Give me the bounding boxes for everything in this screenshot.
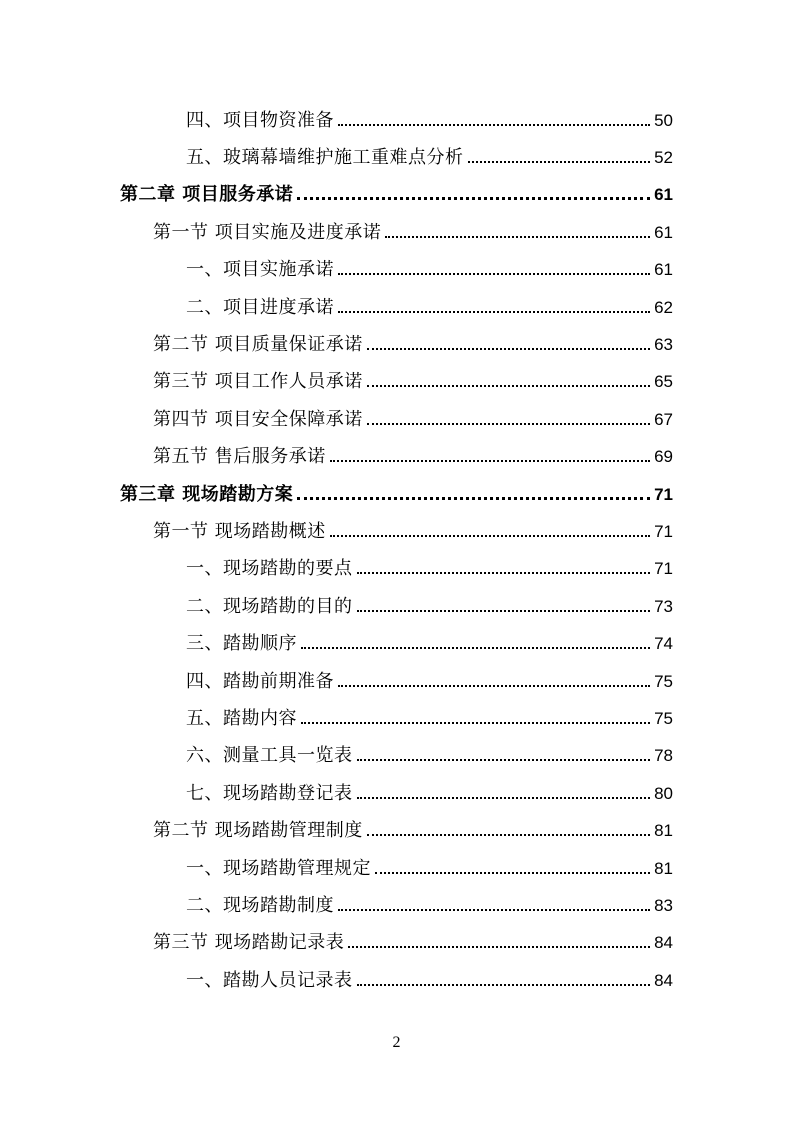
toc-dot-leader [338, 311, 650, 313]
toc-entry-line [186, 629, 673, 655]
toc-dot-leader [375, 872, 650, 874]
toc-dot-leader [330, 460, 650, 462]
toc-entry[interactable] [0, 474, 793, 511]
toc-entry[interactable] [0, 885, 793, 922]
toc-entry-page: 81 [654, 821, 673, 841]
toc-dot-leader [297, 497, 650, 500]
toc-entry-title: 第一节 现场踏勘概述 [153, 520, 326, 542]
toc-entry-line [186, 592, 673, 618]
toc-entry-page: 84 [654, 933, 673, 953]
toc-entry-title: 第三节 项目工作人员承诺 [153, 371, 363, 393]
toc-entry-title: 二、现场踏勘的目的 [186, 595, 353, 617]
toc-entry-line [153, 517, 673, 543]
toc-entry-title: 五、踏勘内容 [186, 707, 297, 729]
toc-entry[interactable] [0, 623, 793, 660]
toc-entry-line [186, 966, 673, 992]
toc-entry-page: 52 [654, 148, 673, 168]
toc-dot-leader [357, 984, 651, 986]
toc-entry[interactable] [0, 960, 793, 997]
toc-entry[interactable] [0, 437, 793, 474]
toc-entry-title: 第四节 项目安全保障承诺 [153, 408, 363, 430]
toc-dot-leader [367, 385, 650, 387]
toc-dot-leader [385, 236, 650, 238]
toc-dot-leader [357, 797, 651, 799]
toc-entry-page: 81 [654, 858, 673, 878]
toc-entry[interactable] [0, 175, 793, 212]
toc-dot-leader [348, 946, 650, 948]
toc-entry-page: 71 [654, 484, 673, 504]
toc-entry-line [186, 106, 673, 132]
toc-entry-title: 第二章 项目服务承诺 [120, 184, 294, 206]
toc-entry[interactable] [0, 250, 793, 287]
toc-dot-leader [367, 834, 650, 836]
toc-entry-line [153, 405, 673, 431]
toc-entry-page: 71 [654, 521, 673, 541]
toc-entry[interactable] [0, 100, 793, 137]
toc-entry-page: 73 [654, 596, 673, 616]
toc-entry-title: 第一节 项目实施及进度承诺 [153, 221, 382, 243]
toc-entry-page: 69 [654, 447, 673, 467]
toc-entry-page: 65 [654, 372, 673, 392]
toc-entry-line [153, 816, 673, 842]
toc-entry-page: 61 [654, 185, 673, 205]
toc-entry-title: 一、现场踏勘的要点 [186, 558, 353, 580]
toc-entry-line [120, 180, 673, 206]
toc-entry[interactable] [0, 549, 793, 586]
toc-entry-page: 62 [654, 297, 673, 317]
toc-entry-page: 61 [654, 260, 673, 280]
toc-dot-leader [301, 722, 650, 724]
toc-entry[interactable] [0, 212, 793, 249]
toc-entry-page: 67 [654, 409, 673, 429]
toc-entry[interactable] [0, 810, 793, 847]
toc-dot-leader [330, 535, 650, 537]
table-of-contents [0, 100, 793, 997]
toc-entry-line [186, 293, 673, 319]
toc-entry-page: 61 [654, 222, 673, 242]
toc-entry[interactable] [0, 324, 793, 361]
toc-dot-leader [357, 610, 651, 612]
toc-entry-page: 75 [654, 708, 673, 728]
toc-entry-line [186, 667, 673, 693]
toc-entry-title: 一、踏勘人员记录表 [186, 969, 353, 991]
toc-entry-page: 71 [654, 559, 673, 579]
toc-entry[interactable] [0, 698, 793, 735]
toc-entry-line [186, 704, 673, 730]
toc-entry-page: 74 [654, 634, 673, 654]
toc-dot-leader [357, 759, 651, 761]
toc-dot-leader [367, 423, 650, 425]
toc-entry[interactable] [0, 773, 793, 810]
toc-dot-leader [338, 273, 650, 275]
toc-entry[interactable] [0, 736, 793, 773]
toc-dot-leader [338, 124, 650, 126]
toc-dot-leader [468, 161, 651, 163]
toc-entry-page: 83 [654, 895, 673, 915]
toc-entry-page: 80 [654, 783, 673, 803]
toc-entry-line [186, 255, 673, 281]
toc-entry-page: 50 [654, 110, 673, 130]
toc-entry-title: 二、项目进度承诺 [186, 296, 334, 318]
page-number: 2 [392, 1034, 401, 1051]
toc-entry-page: 84 [654, 970, 673, 990]
toc-entry-page: 75 [654, 671, 673, 691]
toc-dot-leader [301, 647, 650, 649]
toc-entry-line [153, 218, 673, 244]
toc-entry-title: 五、玻璃幕墙维护施工重难点分析 [186, 147, 464, 169]
toc-entry-title: 第二节 项目质量保证承诺 [153, 334, 363, 356]
toc-entry-title: 七、现场踏勘登记表 [186, 782, 353, 804]
toc-entry-title: 第二节 现场踏勘管理制度 [153, 820, 363, 842]
toc-entry[interactable] [0, 511, 793, 548]
toc-dot-leader [338, 909, 650, 911]
toc-entry-line [186, 143, 673, 169]
toc-entry[interactable] [0, 399, 793, 436]
toc-entry-line [186, 554, 673, 580]
toc-entry-line [186, 741, 673, 767]
toc-entry-line [153, 330, 673, 356]
toc-entry-line [153, 928, 673, 954]
toc-entry[interactable] [0, 362, 793, 399]
toc-dot-leader [338, 685, 650, 687]
toc-entry-title: 第三节 现场踏勘记录表 [153, 932, 345, 954]
toc-entry-line [186, 891, 673, 917]
toc-entry[interactable] [0, 137, 793, 174]
toc-entry-title: 第五节 售后服务承诺 [153, 446, 326, 468]
toc-entry[interactable] [0, 586, 793, 623]
toc-entry[interactable] [0, 923, 793, 960]
toc-entry-title: 六、测量工具一览表 [186, 745, 353, 767]
toc-entry-line [186, 779, 673, 805]
toc-entry[interactable] [0, 287, 793, 324]
toc-entry-line [153, 367, 673, 393]
toc-dot-leader [367, 348, 650, 350]
toc-entry-line [186, 854, 673, 880]
toc-entry[interactable] [0, 661, 793, 698]
toc-entry-title: 四、项目物资准备 [186, 109, 334, 131]
toc-entry[interactable] [0, 848, 793, 885]
toc-dot-leader [357, 572, 651, 574]
toc-entry-page: 78 [654, 746, 673, 766]
toc-entry-title: 四、踏勘前期准备 [186, 670, 334, 692]
toc-entry-title: 一、项目实施承诺 [186, 259, 334, 281]
toc-entry-title: 第三章 现场踏勘方案 [120, 483, 294, 505]
toc-entry-line [120, 480, 673, 506]
toc-dot-leader [297, 197, 650, 200]
toc-entry-title: 二、现场踏勘制度 [186, 894, 334, 916]
toc-entry-page: 63 [654, 335, 673, 355]
toc-entry-line [153, 442, 673, 468]
toc-entry-title: 三、踏勘顺序 [186, 633, 297, 655]
toc-entry-title: 一、现场踏勘管理规定 [186, 857, 371, 879]
